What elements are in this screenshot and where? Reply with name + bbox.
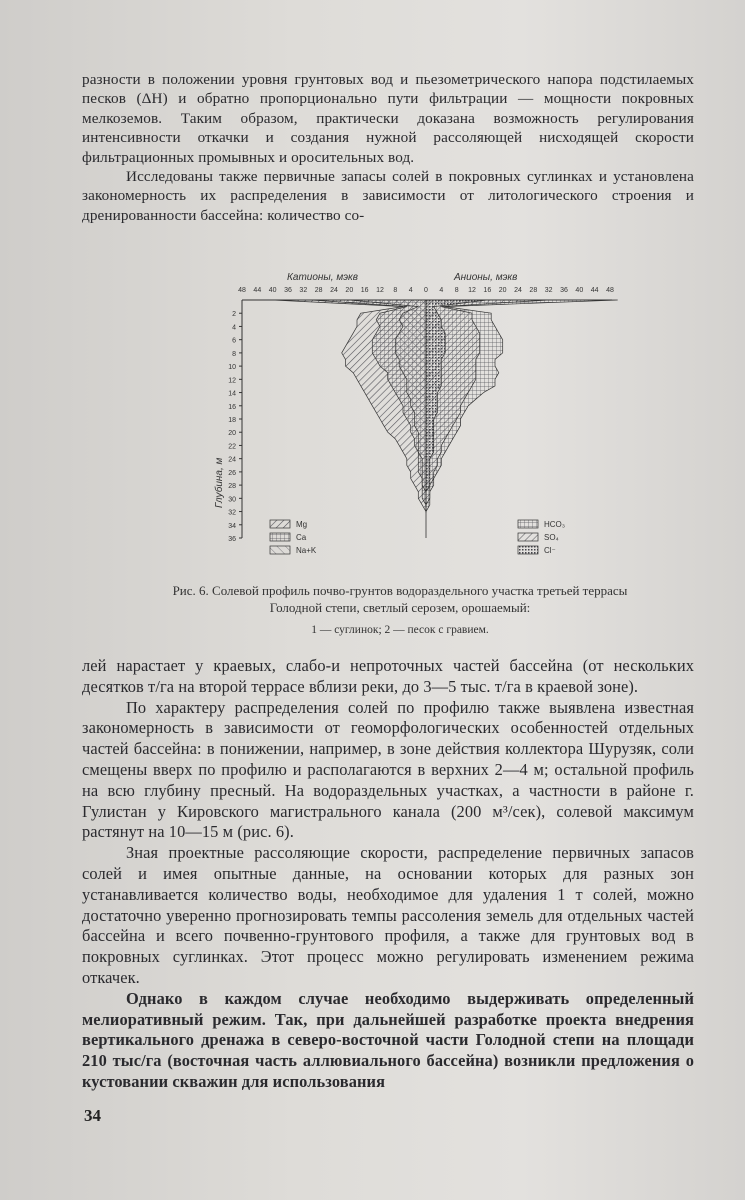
- x-tick-label: 32: [544, 287, 553, 294]
- y-tick-label: 2: [232, 311, 236, 319]
- y-tick-label: 36: [228, 536, 236, 543]
- legend-label-cl: Cl⁻: [544, 546, 556, 555]
- x-tick-label: 44: [590, 287, 599, 294]
- salt-profile-figure: [192, 258, 632, 558]
- x-tick-label: 16: [483, 287, 492, 294]
- y-tick-label: 6: [232, 337, 236, 345]
- x-tick-label: 28: [314, 287, 323, 294]
- legend-label-ca: Ca: [296, 533, 307, 542]
- x-tick-label: 20: [498, 287, 507, 294]
- paragraph: Зная проектные рассоляющие скорости, распределение первичных запасов солей и имея опытные данные, на основании которых для разных зон устанавливается количество воды, необходимое для удаления 1 т солей, можно достаточно уверенно прогнозировать темпы рассоления земель для отдельных частей бассейна и всего почвенно-грунтового профиля, а также для грунтовых вод в покровных суглинках. Этот процесс можно регулировать изменением режима откачек.: [82, 843, 694, 987]
- paragraph: Однако в каждом случае необходимо выдерживать определенный мелиоративный режим. Так, при дальнейшей разработке проекта внедрения вертикального дренажа в северо-восточной части Голодной степи на площади 210 тыс/га (восточная часть аллювиального бассейна) возникли предложения о кустовании скважин для использования: [82, 988, 694, 1091]
- y-tick-label: 14: [228, 390, 236, 398]
- legend-label-mg: Mg: [296, 520, 308, 529]
- paragraph: По характеру распределения солей по профилю также выявлена известная закономерность в зависимости от геоморфологических особенностей отдельных частей бассейна: в понижении, например, в зоне действия коллектора Шурузяк, соли смещены вверх по профилю и располагаются в верхних 2—4 м; остальной профиль на всю глубину пресный. На водораздельных участках, а частности в районе г. Гулистан у Кировского магистрального канала (200 м³/сек), солевой максимум растянут на 10—15 м (рис. 6).: [82, 697, 694, 842]
- x-tick-label: 12: [376, 287, 384, 294]
- x-tick-label: 48: [238, 287, 246, 294]
- legend-swatch-so4: [518, 533, 538, 541]
- paragraph: лей нарастает у краевых, слабо-и непроточных частей бассейна (от нескольких десятков т/га на второй террасе вблизи реки, до 3—5 тыс. т/га в краевой зоне).: [82, 656, 694, 696]
- x-tick-label: 40: [575, 287, 584, 294]
- x-tick-label: 36: [284, 287, 292, 294]
- page-number: 34: [84, 1106, 101, 1125]
- x-tick-label: 8: [393, 287, 398, 294]
- y-tick-label: 22: [228, 443, 236, 451]
- y-tick-label: 8: [232, 350, 236, 358]
- y-tick-label: 30: [228, 496, 236, 504]
- y-tick-label: 34: [228, 522, 236, 530]
- legend-swatch-hco3: [518, 520, 538, 528]
- x-tick-label: 28: [529, 287, 538, 294]
- x-tick-label: 44: [253, 287, 262, 294]
- x-tick-label: 4: [408, 287, 413, 294]
- x-tick-label: 48: [606, 287, 614, 294]
- depth-axis-label: Глубина, м: [214, 457, 225, 508]
- x-tick-label: 36: [560, 287, 568, 294]
- y-tick-label: 20: [228, 430, 236, 438]
- anions-axis-label: Анионы, мэкв: [454, 272, 518, 283]
- legend-swatch-ca: [270, 533, 290, 541]
- caption-main: Рис. 6. Солевой профиль почво-грунтов водораздельного участка третьей террасы Голодной степи, светлый серозем, орошаемый:: [172, 583, 628, 615]
- x-tick-label: 24: [514, 287, 522, 294]
- x-tick-label: 40: [268, 287, 277, 294]
- caption-sub: 1 — суглинок; 2 — песок с гравием.: [311, 624, 489, 636]
- x-tick-label: 16: [360, 287, 369, 294]
- chart-areas: [273, 300, 618, 512]
- cations-axis-label: Катионы, мэкв: [287, 272, 358, 283]
- paragraph: разности в положении уровня грунтовых вод и пьезометрического напора подстилаемых песков (ΔH) и обратно пропорционально пути фильтрации — мощности покровных мелкоземов. Таким образом, практически доказана возможность регулирования интенсивности откачки и создания нужной рассоляющей нисходящей скорости фильтрационных промывных и оросительных вод.: [82, 71, 694, 166]
- x-tick-label: 24: [330, 287, 338, 294]
- legend-label-hco3: HCO₃: [544, 520, 566, 529]
- y-tick-label: 16: [228, 403, 236, 411]
- x-tick-label: 4: [439, 287, 444, 294]
- y-tick-label: 18: [228, 417, 236, 424]
- y-tick-label: 10: [228, 364, 236, 372]
- y-tick-label: 32: [228, 509, 236, 517]
- legend-swatch-na-k: [270, 546, 290, 554]
- y-tick-labels: [228, 311, 242, 543]
- x-tick-label: 32: [299, 287, 308, 294]
- y-tick-label: 28: [228, 483, 236, 491]
- top-text: [82, 70, 694, 225]
- x-tick-labels: [238, 287, 614, 294]
- legend-swatch-cl: [518, 546, 538, 554]
- y-tick-label: 4: [232, 324, 236, 332]
- bottom-text: [82, 656, 694, 1093]
- x-tick-label: 12: [468, 287, 476, 294]
- y-tick-label: 26: [228, 469, 236, 477]
- legend-swatch-mg: [270, 520, 290, 528]
- legend: [270, 520, 565, 555]
- paragraph: Исследованы также первичные запасы солей в покровных суглинках и установлена закономерность их распределения в зависимости от литологического строения и дренированности бассейна: количество со-: [82, 168, 694, 224]
- figure-caption: [150, 582, 650, 639]
- y-tick-label: 24: [228, 456, 236, 464]
- legend-label-na-k: Na+K: [296, 546, 317, 555]
- x-tick-label: 0: [424, 287, 428, 294]
- legend-label-so4: SO₄: [544, 533, 559, 542]
- x-tick-label: 20: [345, 287, 354, 294]
- x-tick-label: 8: [454, 287, 459, 294]
- salt-profile-chart: [192, 258, 632, 558]
- y-tick-label: 12: [228, 377, 236, 385]
